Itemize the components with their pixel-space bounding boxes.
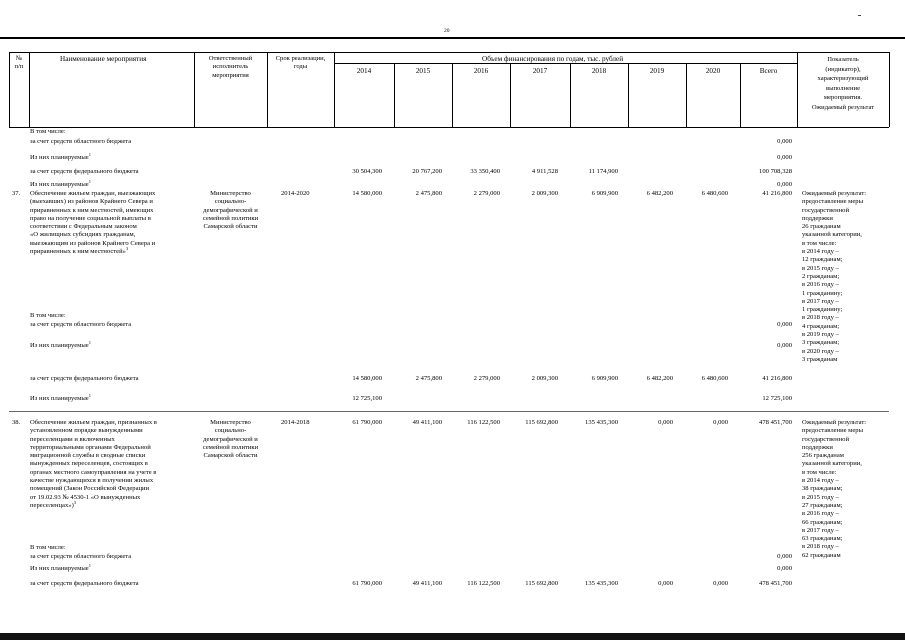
year-header: 2019	[649, 67, 665, 75]
row-label: за счет средств федерального бюджета	[30, 580, 139, 587]
value-cell: 2 009,300	[531, 375, 558, 382]
value-cell: 6 480,600	[701, 190, 728, 197]
value-cell: 2 279,000	[473, 190, 500, 197]
value-cell: 49 411,100	[412, 580, 442, 587]
value-cell: 115 692,800	[525, 419, 558, 426]
row-label: за счет средств областного бюджета	[30, 553, 132, 560]
value-cell: 2 475,800	[415, 190, 442, 197]
header-line-1	[9, 52, 889, 53]
row-label: Из них планируемые$^1$	[30, 179, 91, 189]
value-cell: 478 451,700	[759, 580, 792, 587]
value-cell: 0,000	[777, 138, 792, 145]
item37-name: Обеспечение жильем граждан, выезжающих (выехавших) из районов Крайнего Севера и приравненных к ним местностей, имеющих право на получение социальной выплаты в соответствии с Федеральным законом «О жилищных субсидиях гражданам, выезжающим из районов Крайнего Севера и приравненных к ним местностей»$^3$	[30, 190, 156, 256]
header-bottom-line	[9, 127, 889, 128]
top-border	[0, 37, 905, 39]
row-label: за счет средств федерального бюджета	[30, 375, 139, 382]
value-cell: 115 692,800	[525, 580, 558, 587]
value-cell: 6 909,900	[591, 375, 618, 382]
header-executor: Ответственный исполнитель мероприятия	[208, 55, 253, 79]
row-label: В том числе:	[30, 312, 66, 319]
value-cell: 41 216,800	[762, 375, 792, 382]
page-number: 20	[444, 28, 450, 34]
row-label: В том числе:	[30, 544, 66, 551]
value-cell: 6 482,200	[646, 190, 673, 197]
row-label: Из них планируемые$^1$	[30, 152, 91, 162]
value-cell: 0,000	[777, 342, 792, 349]
header-name: Наименование мероприятия	[60, 55, 147, 63]
header-term: Срок реализации, годы	[275, 55, 326, 71]
item38-indicator: Ожидаемый результат: предоставление меры государственной поддержки 256 гражданам указанной категории, в том числе: в 2014 году – 38 гражданам; в 2015 году – 27 гражданам; в 2016 году – 66 гражданам; в 2017 году – 63 гражданам; в 2018 году – 62 гражданам	[802, 419, 867, 559]
grid-vline	[334, 52, 335, 127]
item38-executor: Министерство социально- демографической и семейной политики Самарской области	[202, 419, 259, 460]
value-cell: 0,000	[713, 419, 728, 426]
value-cell: 12 725,100	[762, 395, 792, 402]
item-divider	[9, 411, 889, 412]
year-header: 2017	[532, 67, 548, 75]
value-cell: 0,000	[777, 553, 792, 560]
value-cell: 135 435,300	[585, 419, 618, 426]
item37-executor: Министерство социально- демографической и семейной политики Самарской области	[202, 190, 259, 231]
value-cell: 2 475,800	[415, 375, 442, 382]
header-indicator: Показатель (индикатор), характеризующий выполнение мероприятия. Ожидаемый результат	[811, 56, 875, 111]
value-cell: 30 504,300	[352, 168, 382, 175]
year-header: 2014	[356, 67, 372, 75]
year-header: 2020	[705, 67, 721, 75]
value-cell: 41 216,800	[762, 190, 792, 197]
value-cell: 49 411,100	[412, 419, 442, 426]
value-cell: 2 279,000	[473, 375, 500, 382]
value-cell: 0,000	[658, 419, 673, 426]
grid-vline	[29, 52, 30, 127]
value-cell: 14 580,000	[352, 375, 382, 382]
item37-indicator: Ожидаемый результат: предоставление меры государственной поддержки 26 гражданам указанной категории, в том числе: в 2014 году – 12 гражданам; в 2015 году – 2 гражданам; в 2016 году – 1 гражданину; в 2017 году – 1 гражданину; в 2018 году – 4 гражданам; в 2019 году – 3 гражданам; в 2020 году – 3 гражданам	[802, 190, 867, 363]
header-num: № п/п	[14, 55, 24, 71]
value-cell: 135 435,300	[585, 580, 618, 587]
value-cell: 2 009,300	[531, 190, 558, 197]
value-cell: 116 122,500	[467, 419, 500, 426]
value-cell: 0,000	[777, 181, 792, 188]
row-label: за счет средств федерального бюджета	[30, 168, 139, 175]
value-cell: 6 909,900	[591, 190, 618, 197]
row-label: Из них планируемые$^1$	[30, 393, 91, 403]
row-label: за счет средств областного бюджета	[30, 321, 132, 328]
grid-vline	[889, 52, 890, 127]
year-header: 2018	[591, 67, 607, 75]
value-cell: 0,000	[777, 321, 792, 328]
row-label: за счет средств областного бюджета	[30, 138, 132, 145]
value-cell: 0,000	[777, 565, 792, 572]
value-cell: 33 350,400	[470, 168, 500, 175]
year-header: 2015	[415, 67, 431, 75]
value-cell: 61 790,000	[352, 580, 382, 587]
value-cell: 6 480,600	[701, 375, 728, 382]
value-cell: 11 174,900	[588, 168, 618, 175]
bottom-border	[0, 633, 905, 640]
value-cell: 116 122,500	[467, 580, 500, 587]
item38-number: 38.	[12, 419, 21, 426]
row-label: В том числе:	[30, 128, 66, 135]
value-cell: 20 767,200	[412, 168, 442, 175]
value-cell: 0,000	[713, 580, 728, 587]
value-cell: 100 708,328	[759, 168, 792, 175]
value-cell: 14 580,000	[352, 190, 382, 197]
value-cell: 0,000	[658, 580, 673, 587]
item37-term: 2014-2020	[281, 190, 310, 197]
value-cell: 0,000	[777, 154, 792, 161]
row-label: Из них планируемые$^1$	[30, 563, 91, 573]
value-cell: 4 911,528	[531, 168, 558, 175]
item38-term: 2014-2018	[281, 419, 310, 426]
value-cell: 12 725,100	[352, 395, 382, 402]
scan-speck	[858, 15, 861, 16]
value-cell: 61 790,000	[352, 419, 382, 426]
value-cell: 478 451,700	[759, 419, 792, 426]
year-header: 2016	[473, 67, 489, 75]
year-header: Всего	[759, 67, 778, 75]
item38-name: Обеспечение жильем граждан, признанных в установленном порядке вынужденными переселенцами и включенных территориальными органами Федеральной миграционной службы в сводные списки вынужденных переселенцев, состоящих в органах местного самоуправления на учете в качестве нуждающихся в получении жилых помещений (Закон Российской Федерации от 19.02.93 № 4530-1 «О вынужденных переселенцах»)$^3$	[30, 419, 157, 509]
item37-number: 37.	[12, 190, 21, 197]
header-funding: Объем финансирования по годам, тыс. рублей	[482, 55, 624, 63]
row-label: Из них планируемые$^1$	[30, 340, 91, 350]
value-cell: 6 482,200	[646, 375, 673, 382]
